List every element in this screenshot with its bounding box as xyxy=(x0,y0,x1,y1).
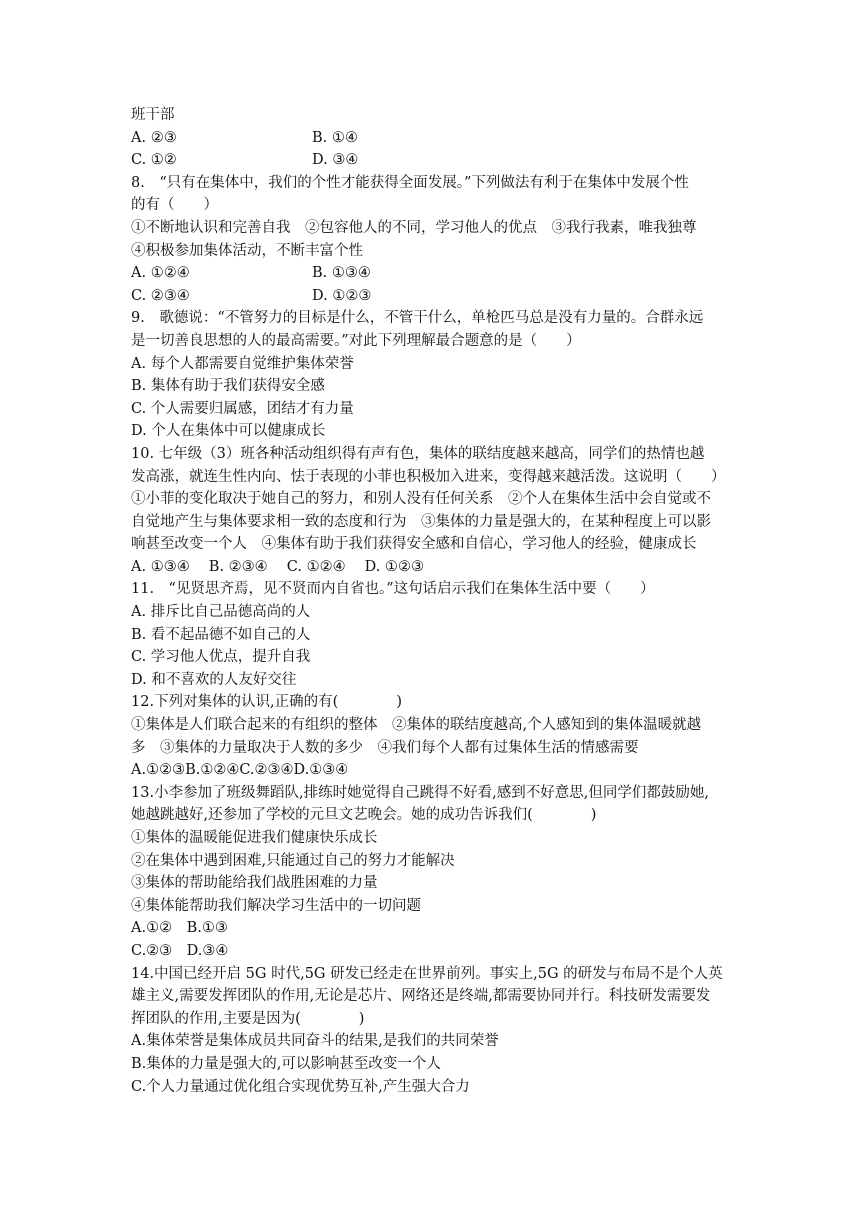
text-line: ④集体能帮助我们解决学习生活中的一切问题 xyxy=(131,897,421,914)
text-line: 雄主义,需要发挥团队的作用,无论是芯片、网络还是终端,都需要协同并行。科技研发需要发 xyxy=(131,988,711,1005)
text-line: ④积极参加集体活动，不断丰富个性 xyxy=(131,242,363,259)
answer-options-row xyxy=(131,285,731,308)
text-line: 班干部 xyxy=(131,107,175,123)
option-b: B. ①④ xyxy=(312,129,358,146)
option-a: A. ①②④ xyxy=(131,265,190,282)
text-line: 的有（ ） xyxy=(131,197,218,214)
option-line: B. 集体有助于我们获得安全感 xyxy=(131,378,325,395)
question-8-stem: 8. “只有在集体中，我们的个性才能获得全面发展。”下列做法有利于在集体中发展个性 xyxy=(131,174,689,191)
text-line: 多 ③集体的力量取决于人数的多少 ④我们每个人都有过集体生活的情感需要 xyxy=(131,739,639,756)
text-line: ③集体的帮助能给我们战胜困难的力量 xyxy=(131,875,378,892)
option-line: A.①②③B.①②④C.②③④D.①③④ xyxy=(131,762,349,779)
option-line: B. 看不起品德不如自己的人 xyxy=(131,626,311,643)
text-line: 自觉地产生与集体要求相一致的态度和行为 ③集体的力量是强大的，在某种程度上可以影 xyxy=(131,513,711,530)
option-c: C. ①② xyxy=(131,152,177,169)
option-line: C.②③ D.③④ xyxy=(131,942,229,959)
option-c: C. ②③④ xyxy=(131,287,190,304)
option-line: A.①② B.①③ xyxy=(131,920,228,937)
text-line: ①不断地认识和完善自我 ②包容他人的不同，学习他人的优点 ③我行我素，唯我独尊 xyxy=(131,219,697,236)
option-line: A. 排斥比自己品德高尚的人 xyxy=(131,604,311,621)
option-line: D. 个人在集体中可以健康成长 xyxy=(131,423,326,440)
answer-options-row xyxy=(131,149,731,172)
option-a: A. ②③ xyxy=(131,129,177,146)
question-11-stem: 11. “见贤思齐焉，见不贤而内自省也。”这句话启示我们在集体生活中要（ ） xyxy=(131,581,655,598)
option-line: D. 和不喜欢的人友好交往 xyxy=(131,671,297,688)
text-line: 是一切善良思想的人的最高需要。”对此下列理解最合题意的是（ ） xyxy=(131,332,581,349)
text-line: 发高涨，就连生性内向、怯于表现的小菲也积极加入进来，变得越来越活泼。这说明（ ） xyxy=(131,468,726,485)
option-line: C.个人力量通过优化组合实现优势互补,产生强大合力 xyxy=(131,1078,470,1095)
option-d: D. ①②③ xyxy=(312,287,372,304)
question-12-stem: 12.下列对集体的认识,正确的有( ) xyxy=(131,694,402,711)
option-line: C. 个人需要归属感，团结才有力量 xyxy=(131,400,354,417)
text-line: ①小菲的变化取决于她自己的努力，和别人没有任何关系 ②个人在集体生活中会自觉或不 xyxy=(131,491,711,508)
answer-options-row xyxy=(131,127,731,150)
text-line: ①集体的温暖能促进我们健康快乐成长 xyxy=(131,830,378,846)
question-13-stem: 13.小李参加了班级舞蹈队,排练时她觉得自己跳得不好看,感到不好意思,但同学们都鼓励她, xyxy=(131,784,709,801)
answer-options-row xyxy=(131,262,731,285)
question-14-stem: 14.中国已经开启 5G 时代,5G 研发已经走在世界前列。事实上,5G 的研发与布局不是个人英 xyxy=(131,965,723,982)
text-line: 挥团队的作用,主要是因为( ) xyxy=(131,1010,365,1027)
option-line: A.集体荣誉是集体成员共同奋斗的结果,是我们的共同荣誉 xyxy=(131,1033,499,1050)
text-line: ①集体是人们联合起来的有组织的整体 ②集体的联结度越高,个人感知到的集体温暖就越 xyxy=(131,717,702,734)
option-b: B. ①③④ xyxy=(312,265,371,282)
option-d: D. ③④ xyxy=(312,152,359,169)
question-text xyxy=(131,104,731,1098)
text-line: ②在集体中遇到困难,只能通过自己的努力才能解决 xyxy=(131,852,455,869)
text-line: 响甚至改变一个人 ④集体有助于我们获得安全感和自信心，学习他人的经验，健康成长 xyxy=(131,536,697,553)
option-line: C. 学习他人优点，提升自我 xyxy=(131,649,311,666)
question-9-stem: 9. 歌德说：“不管努力的目标是什么，不管干什么，单枪匹马总是没有力量的。合群永远 xyxy=(131,310,704,327)
option-line: A. 每个人都需要自觉维护集体荣誉 xyxy=(131,355,354,372)
text-line: 她越跳越好,还参加了学校的元旦文艺晚会。她的成功告诉我们( ) xyxy=(131,807,597,824)
question-10-stem: 10. 七年级（3）班各种活动组织得有声有色，集体的联结度越来越高，同学们的热情也越 xyxy=(131,445,705,462)
option-line: A. ①③④ B. ②③④ C. ①②④ D. ①②③ xyxy=(131,558,425,575)
option-line: B.集体的力量是强大的,可以影响甚至改变一个人 xyxy=(131,1055,441,1072)
